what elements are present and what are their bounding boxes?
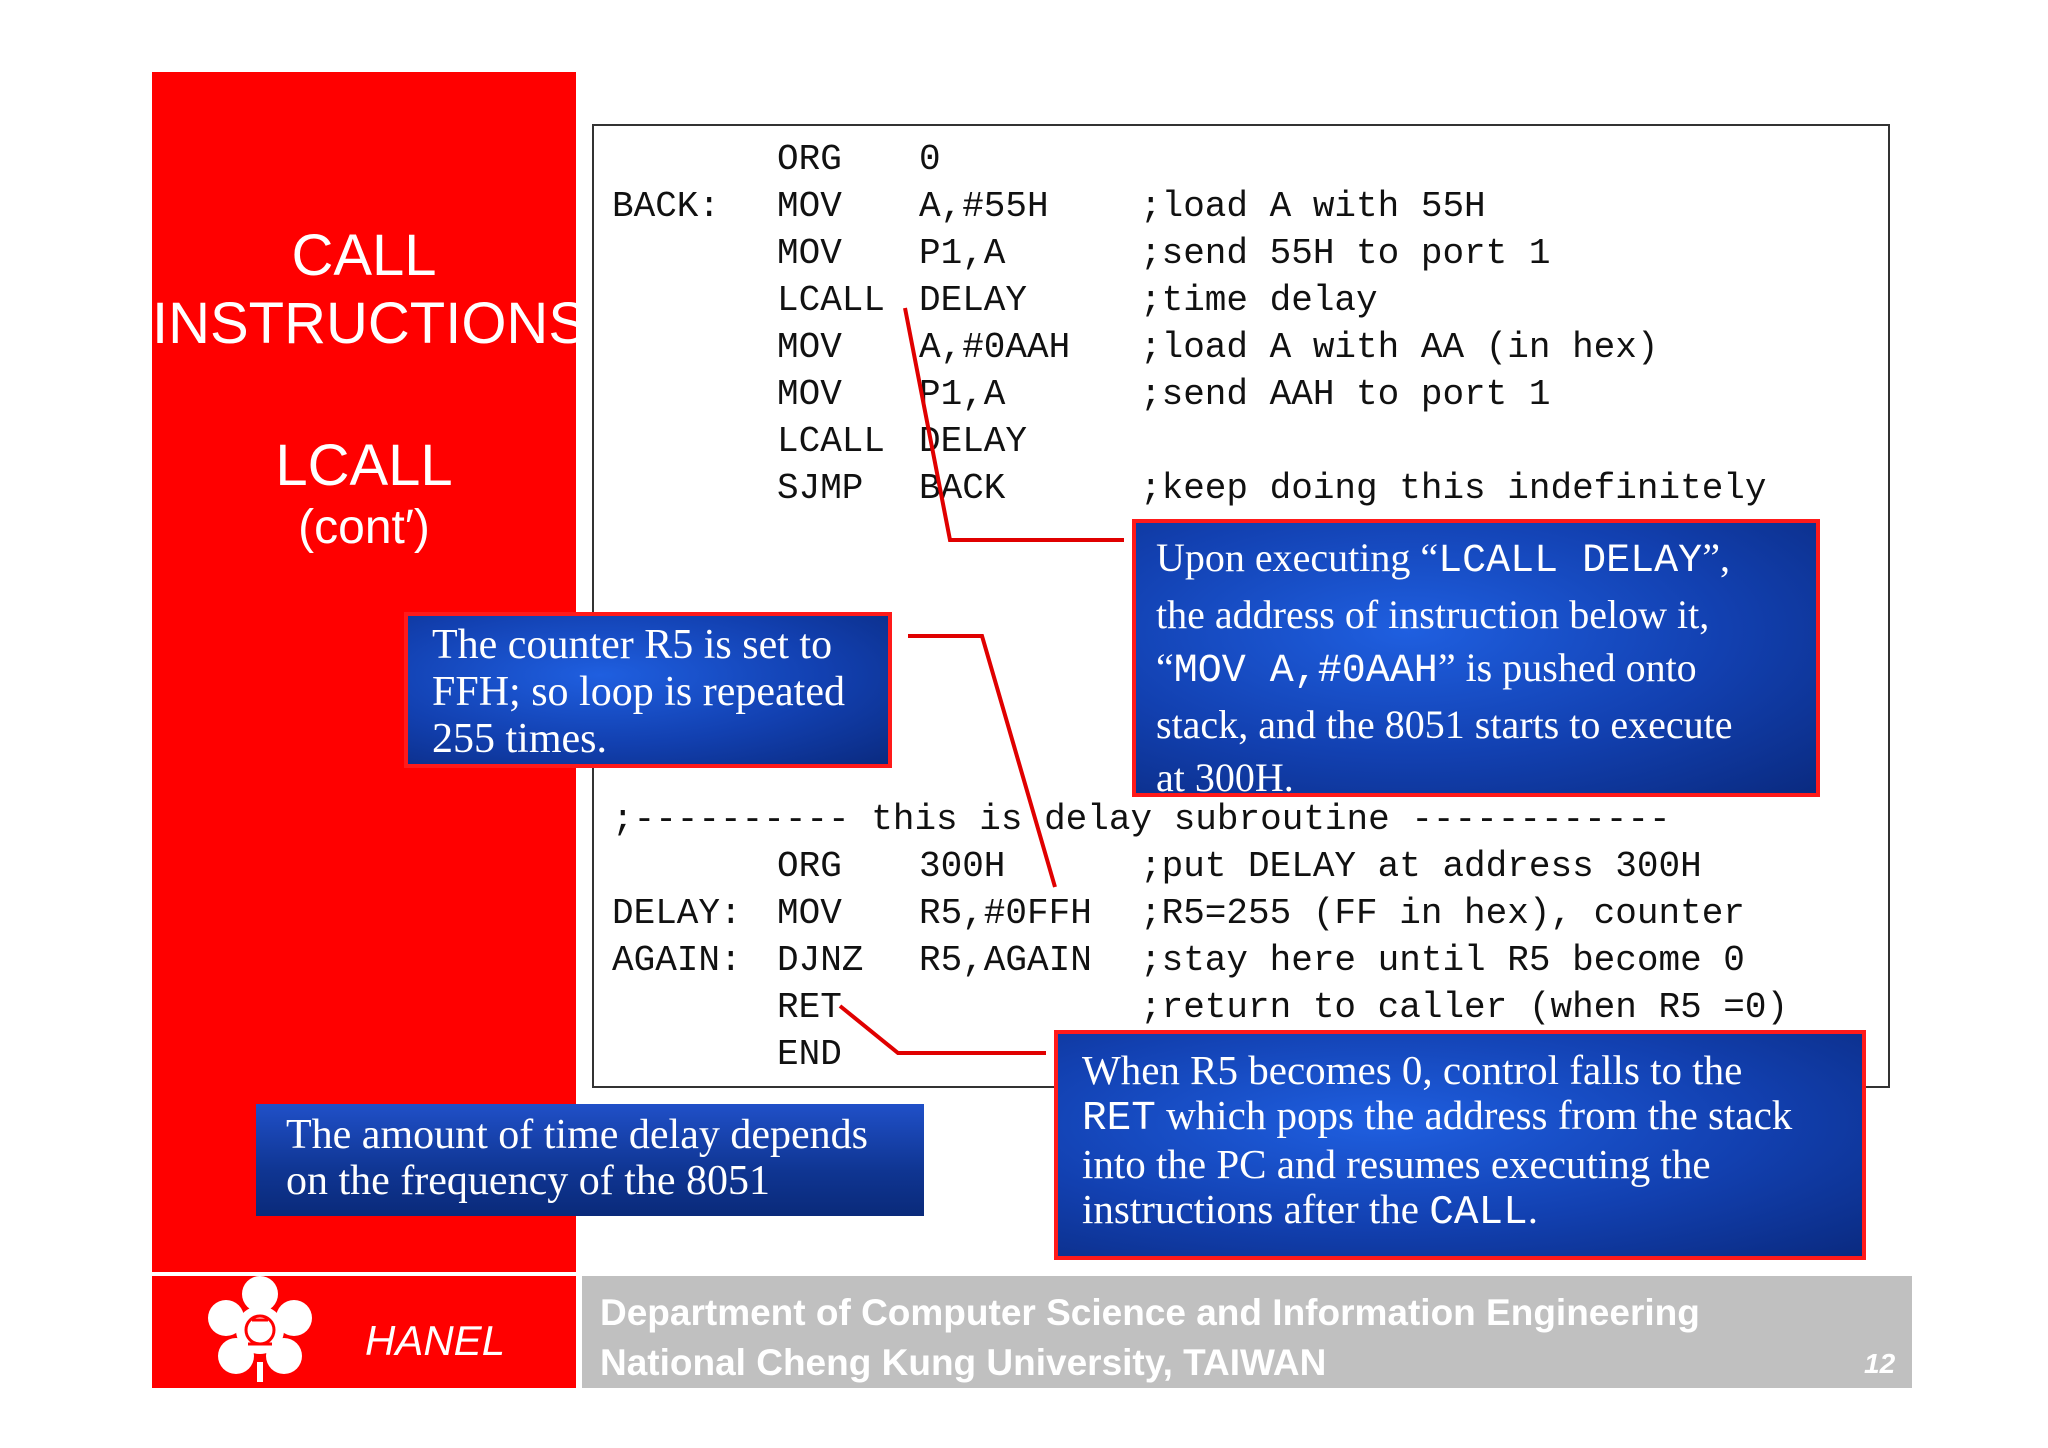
code-label: BACK: xyxy=(612,186,721,227)
code-op: RET xyxy=(777,987,842,1028)
note-line: “MOV A,#0AAH” is pushed onto xyxy=(1156,645,1697,694)
note-line: Upon executing “LCALL DELAY”, xyxy=(1156,535,1730,584)
code-op: SJMP xyxy=(777,468,864,509)
code-arg: P1,A xyxy=(919,374,1006,415)
slide-subtitle-cont: (cont′) xyxy=(298,501,430,554)
code-arg: R5,AGAIN xyxy=(919,940,1092,981)
note-line: When R5 becomes 0, control falls to the xyxy=(1082,1047,1743,1093)
code-arg: 300H xyxy=(919,846,1006,887)
code-separator: ;---------- this is delay subroutine ------------ xyxy=(612,799,1671,840)
code-op: MOV xyxy=(777,186,842,227)
note-line: FFH; so loop is repeated xyxy=(432,669,845,715)
code-op: MOV xyxy=(777,233,842,274)
note-line: 255 times. xyxy=(432,716,607,762)
note-line: The amount of time delay depends xyxy=(286,1112,868,1158)
note-line: on the frequency of the 8051 xyxy=(286,1158,771,1204)
note-line: the address of instruction below it, xyxy=(1156,592,1710,637)
note-line: stack, and the 8051 starts to execute xyxy=(1156,702,1733,747)
note-ret-explanation xyxy=(1054,1030,1866,1260)
code-arg: A,#55H xyxy=(919,186,1049,227)
code-op: ORG xyxy=(777,139,842,180)
note-line: at 300H. xyxy=(1156,755,1294,800)
code-op: ORG xyxy=(777,846,842,887)
slide-title-line2: INSTRUCTIONS xyxy=(152,291,587,356)
page-number: 12 xyxy=(1864,1348,1896,1379)
code-op: END xyxy=(777,1034,842,1075)
note-line: RET which pops the address from the stack xyxy=(1082,1092,1793,1142)
slide-subtitle: LCALL xyxy=(275,433,453,498)
code-comment: ;send AAH to port 1 xyxy=(1140,374,1551,415)
footer-university: National Cheng Kung University, TAIWAN xyxy=(600,1342,1327,1383)
arrow-lcall xyxy=(905,308,1124,540)
note-counter xyxy=(404,612,892,768)
note-line: instructions after the CALL. xyxy=(1082,1186,1538,1236)
code-arg: P1,A xyxy=(919,233,1006,274)
note-lcall-explanation xyxy=(1132,519,1820,800)
code-comment: ;R5=255 (FF in hex), counter xyxy=(1140,893,1745,934)
code-op: MOV xyxy=(777,893,842,934)
code-op: DJNZ xyxy=(777,940,864,981)
arrow-ret xyxy=(840,1006,1046,1053)
note-line: The counter R5 is set to xyxy=(432,622,833,668)
code-op: MOV xyxy=(777,327,842,368)
code-comment: ;put DELAY at address 300H xyxy=(1140,846,1702,887)
code-op: MOV xyxy=(777,374,842,415)
brand-name: HANEL xyxy=(365,1317,506,1364)
note-delay-frequency xyxy=(256,1104,924,1216)
code-comment: ;return to caller (when R5 =0) xyxy=(1140,987,1789,1028)
arrow-counter xyxy=(908,636,1055,887)
code-arg: DELAY xyxy=(919,280,1028,321)
code-label: AGAIN: xyxy=(612,940,742,981)
code-label: DELAY: xyxy=(612,893,742,934)
code-op: LCALL xyxy=(777,421,886,462)
code-op: LCALL xyxy=(777,280,886,321)
code-comment: ;stay here until R5 become 0 xyxy=(1140,940,1745,981)
code-comment: ;keep doing this indefinitely xyxy=(1140,468,1767,509)
footer-department: Department of Computer Science and Information Engineering xyxy=(600,1292,1700,1333)
code-arg: A,#0AAH xyxy=(919,327,1071,368)
code-arg: R5,#0FFH xyxy=(919,893,1092,934)
slide-title-line1: CALL xyxy=(291,223,437,288)
university-logo-icon xyxy=(200,1272,320,1384)
note-line: into the PC and resumes executing the xyxy=(1082,1141,1711,1187)
code-arg: DELAY xyxy=(919,421,1028,462)
code-comment: ;send 55H to port 1 xyxy=(1140,233,1551,274)
code-comment: ;load A with AA (in hex) xyxy=(1140,327,1659,368)
code-comment: ;load A with 55H xyxy=(1140,186,1486,227)
code-arg: BACK xyxy=(919,468,1006,509)
code-comment: ;time delay xyxy=(1140,280,1378,321)
code-arg: 0 xyxy=(919,139,941,180)
